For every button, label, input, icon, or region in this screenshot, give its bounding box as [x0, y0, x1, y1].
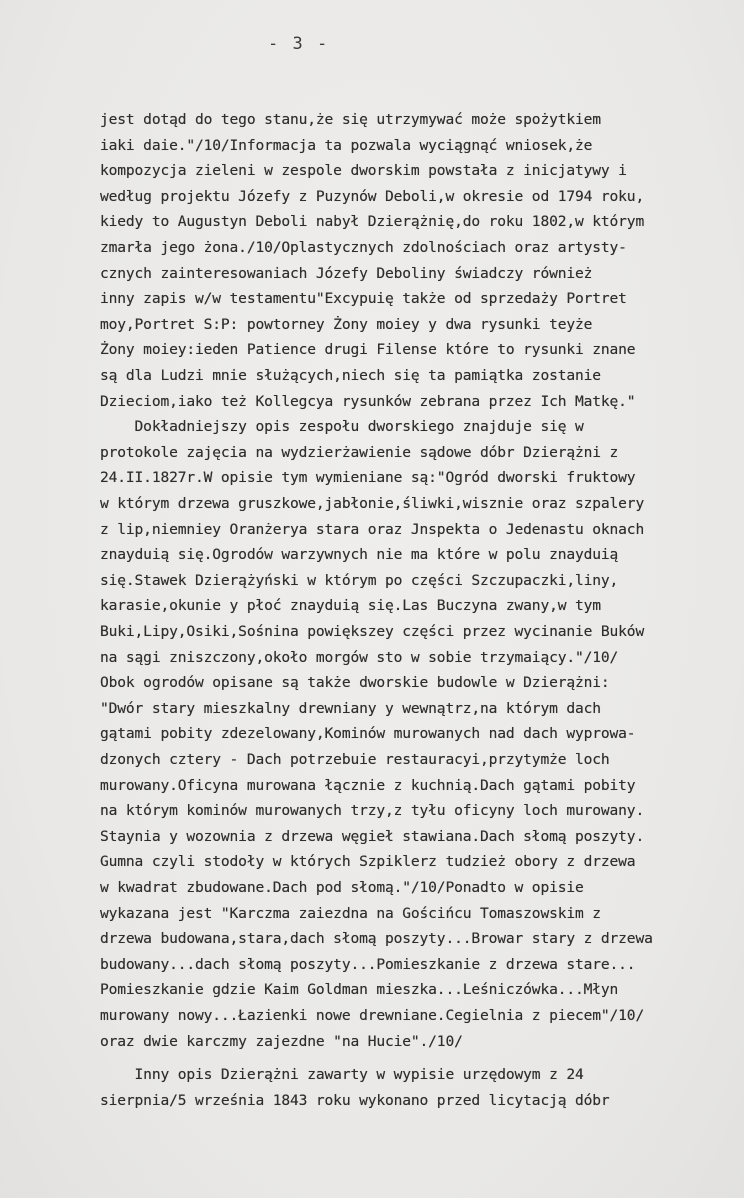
- text-line: znayduią się.Ogrodów warzywnych nie ma które w polu znayduią: [100, 546, 619, 564]
- text-line: według projektu Józefy z Puzynów Deboli,w okresie od 1794 roku,: [100, 187, 645, 205]
- text-line: są dla Ludzi mnie służących,niech się ta pamiątka zostanie: [100, 367, 601, 384]
- text-line: jest dotąd do tego stanu,że się utrzymywać może spożytkiem: [100, 111, 601, 128]
- text-line: z lip,niemniey Oranżerya stara oraz Jnspekta o Jedenastu oknach: [100, 520, 645, 538]
- text-line: zmarła jego żona./10/Oplastycznych zdolnościach oraz artysty-: [100, 239, 627, 256]
- text-line: murowany nowy...Łazienki nowe drewniane.Cegielnia z piecem"/10/: [100, 1007, 645, 1024]
- text-line: dzonych cztery - Dach potrzebuie restauracyi,przytymże loch: [100, 751, 610, 768]
- text-line: w którym drzewa gruszkowe,jabłonie,śliwki,wisznie oraz szpalery: [100, 495, 645, 512]
- text-line: sierpnia/5 września 1843 roku wykonano przed licytacją dóbr: [100, 1091, 610, 1109]
- text-line: cznych zainteresowaniach Józefy Deboliny świadczy również: [100, 264, 593, 282]
- text-line: Gumna czyli stodoły w których Szpiklerz tudzież obory z drzewa: [100, 853, 636, 871]
- text-line: Buki,Lipy,Osiki,Sośnina powiększey części przez wycinanie Buków: [100, 623, 645, 640]
- text-line: Żony moiey:ieden Patience drugi Filense które to rysunki znane: [100, 341, 636, 359]
- text-line: 24.II.1827r.W opisie tym wymieniane są:"Ogród dworski fruktowy: [100, 469, 636, 487]
- text-line: kompozycja zieleni w zespole dworskim powstała z inicjatywy i: [100, 162, 627, 180]
- text-line: protokole zajęcia na wydzierżawienie sądowe dóbr Dzierążni z: [100, 443, 619, 461]
- text-line: budowany...dach słomą poszyty...Pomieszkanie z drzewa stare...: [100, 955, 636, 973]
- text-line: drzewa budowana,stara,dach słomą poszyty...Browar stary z drzewa: [100, 930, 653, 948]
- text-line: Pomieszkanie gdzie Kaim Goldman mieszka...Leśniczówka...Młyn: [100, 981, 619, 999]
- text-line: moy,Portret S:P: powtorney Żony moiey y dwa rysunki teyże: [100, 315, 593, 333]
- text-line: w kwadrat zbudowane.Dach pod słomą."/10/Ponadto w opisie: [100, 879, 584, 896]
- text-line: "Dwór stary mieszkalny drewniany y wewnątrz,na którym dach: [100, 699, 601, 717]
- text-line: murowany.Oficyna murowana łącznie z kuchnią.Dach gątami pobity: [100, 776, 636, 794]
- text-line: na którym kominów murowanych trzy,z tyłu oficyny loch murowany.: [100, 802, 645, 820]
- text-line: Inny opis Dzierążni zawarty w wypisie urzędowym z 24: [100, 1066, 584, 1084]
- text-line: wykazana jest "Karczma zaiezdna na Gościńcu Tomaszowskim z: [100, 904, 601, 922]
- text-line: Obok ogrodów opisane są także dworskie budowle w Dzierążni:: [100, 674, 610, 692]
- text-line: się.Stawek Dzierążyński w którym po części Szczupaczki,liny,: [100, 571, 619, 589]
- text-line: inny zapis w/w testamentu"Excypuię także od sprzedaży Portret: [100, 290, 627, 308]
- text-line: Dzieciom,iako też Kollegcya rysunków zebrana przez Ich Matkę.": [100, 392, 636, 410]
- text-line: oraz dwie karczmy zajezdne "na Hucie"./10/: [100, 1032, 463, 1050]
- text-line: Staynia y wozownia z drzewa węgieł stawiana.Dach słomą poszyty.: [100, 827, 645, 845]
- text-line: iaki daie."/10/Informacja ta pozwala wyciągnąć wniosek,że: [100, 136, 593, 154]
- text-line: karasie,okunie y płoć znayduią się.Las Buczyna zwany,w tym: [100, 597, 601, 615]
- page-number: - 3 -: [268, 34, 330, 54]
- text-line: gątami pobity zdezelowany,Kominów murowanych nad dach wyprowa-: [100, 725, 636, 743]
- text-line: Dokładniejszy opis zespołu dworskiego znajduje się w: [100, 418, 584, 436]
- text-line: kiedy to Augustyn Deboli nabył Dzierążnię,do roku 1802,w którym: [100, 213, 645, 231]
- text-line: na sągi zniszczony,około morgów sto w sobie trzymaiący."/10/: [100, 648, 619, 666]
